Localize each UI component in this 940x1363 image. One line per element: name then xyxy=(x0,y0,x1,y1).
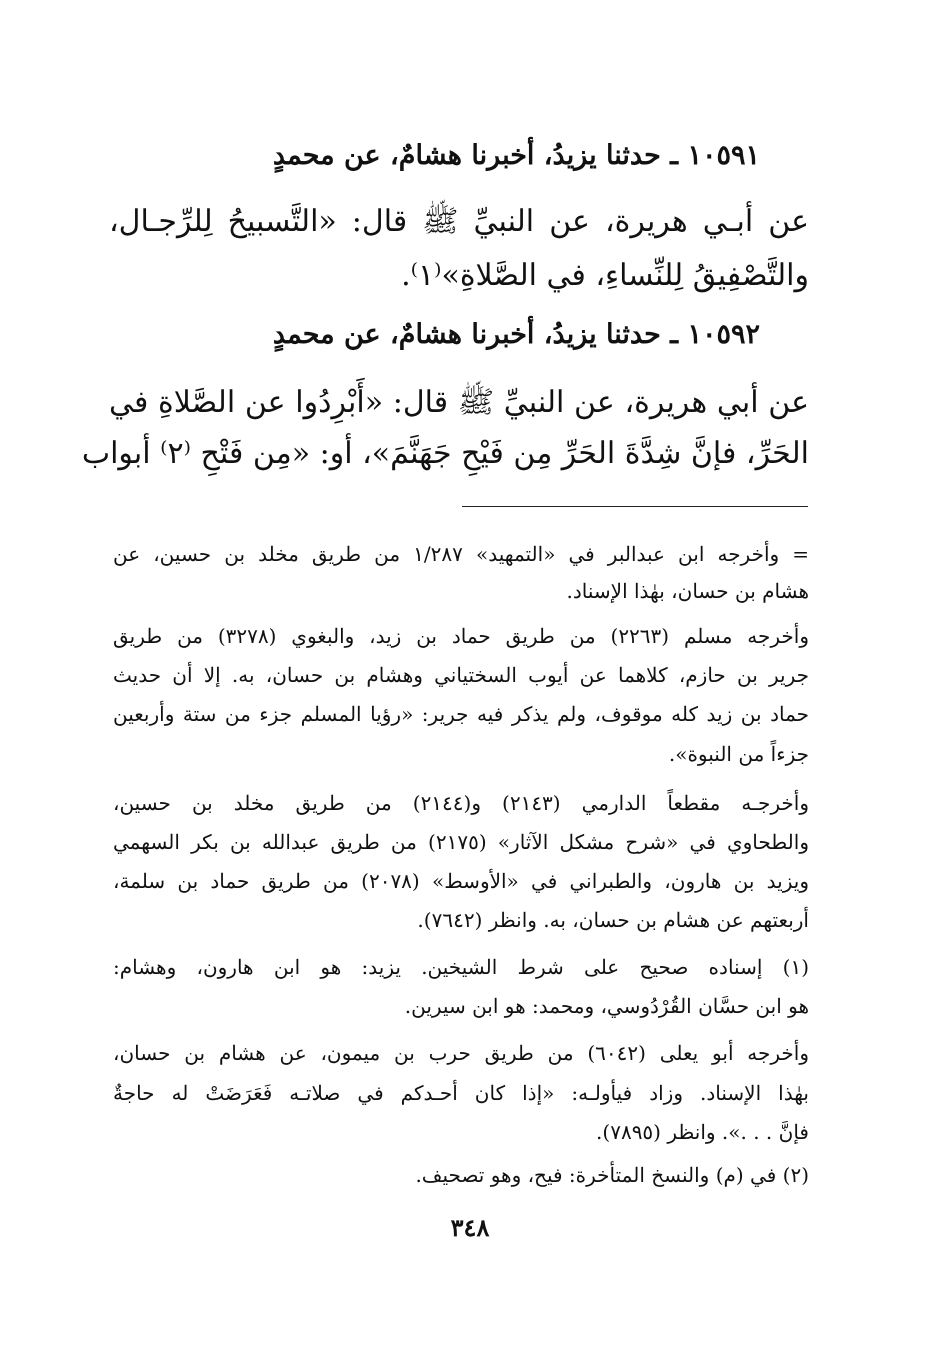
page-number: ٣٤٨ xyxy=(450,1213,490,1242)
hadith-chain: ـ حدثنا يزيدُ، أخبرنا هشامٌ، عن محمدٍ xyxy=(272,319,679,350)
hadith-10592-text-line-1: عن أبي هريرة، عن النبيِّ ﷺ قال: «أَبْرِدُوا عن الصَّلاةِ في xyxy=(109,385,809,420)
footnote-line: جرير بن حازم، كلاهما عن أيوب السختياني وهشام بن حسان، به. إلا أن حديث xyxy=(113,663,810,687)
footnote-line: بهٰذا الإسناد. وزاد فيأولـه: «إذا كان أحـدكم في صلاتـه فَعَرَضَتْ له حاجةٌ xyxy=(113,1081,809,1105)
footnote-line: (١) إسناده صحيح على شرط الشيخين. يزيد: هو ابن هارون، وهشام: xyxy=(113,955,809,979)
footnote-line: (٢) في (م) والنسخ المتأخرة: فيح، وهو تصحيف. xyxy=(415,1163,809,1187)
footnote-line: جزءاً من النبوة». xyxy=(668,742,809,766)
hadith-chain: ـ حدثنا يزيدُ، أخبرنا هشامٌ، عن محمدٍ xyxy=(272,140,679,171)
footnote-line: هشام بن حسان، بهٰذا الإسناد. xyxy=(566,579,809,603)
hadith-10591-text-line-1: عن أبـي هريرة، عن النبيِّ ﷺ قال: «التَّسبيحُ لِلرِّجـال، xyxy=(109,204,809,239)
footnote-separator xyxy=(462,506,808,507)
hadith-10591-heading xyxy=(200,136,760,176)
footnote-line: هو ابن حسَّان القُرْدُوسي، ومحمد: هو ابن سيرين. xyxy=(404,994,809,1018)
footnote-line: وأخرجه أبو يعلى (٦٠٤٢) من طريق حرب بن ميمون، عن هشام بن حسان، xyxy=(113,1041,809,1065)
footnote-line: فإنَّ . . .». وانظر (٧٨٩٥). xyxy=(596,1120,809,1144)
footnote-line: والطحاوي في «شرح مشكل الآثار» (٢١٧٥) من طريق عبدالله بن بكر السهمي xyxy=(113,830,809,854)
footnote-line: ويزيد بن هارون، والطبراني في «الأوسط» (٢٠٧٨) من طريق حماد بن سلمة، xyxy=(113,869,809,893)
hadith-10592-text-line-2: الحَرِّ، فإنَّ شِدَّةَ الحَرِّ مِن فَيْحِ جَهَنَّمَ»، أو: «مِن فَتْحِ ⁽٢⁾ أبواب xyxy=(81,436,809,471)
hadith-10592-heading xyxy=(200,315,760,355)
footnote-line: وأخرجـه مقطعاً الدارمي (٢١٤٣) و(٢١٤٤) من طريق مخلد بن حسين، xyxy=(113,791,809,815)
footnote-line: أربعتهم عن هشام بن حسان، به. وانظر (٧٦٤٢). xyxy=(417,908,809,932)
hadith-number: ١٠٥٩٢ xyxy=(687,319,760,350)
footnote-line: وأخرجه مسلم (٢٢٦٣) من طريق حماد بن زيد، والبغوي (٣٢٧٨) من طريق xyxy=(113,624,809,648)
footnote-line: حماد بن زيد كله موقوف، ولم يذكر فيه جرير: «رؤيا المسلم جزء من ستة وأربعين xyxy=(113,702,809,726)
hadith-number: ١٠٥٩١ xyxy=(687,140,760,171)
hadith-10591-text-line-2: والتَّصْفِيقُ لِلنِّساءِ، في الصَّلاةِ»⁽١⁾. xyxy=(401,258,809,293)
footnote-line: = وأخرجه ابن عبدالبر في «التمهيد» ١/٢٨٧ من طريق مخلد بن حسين، عن xyxy=(113,542,809,566)
